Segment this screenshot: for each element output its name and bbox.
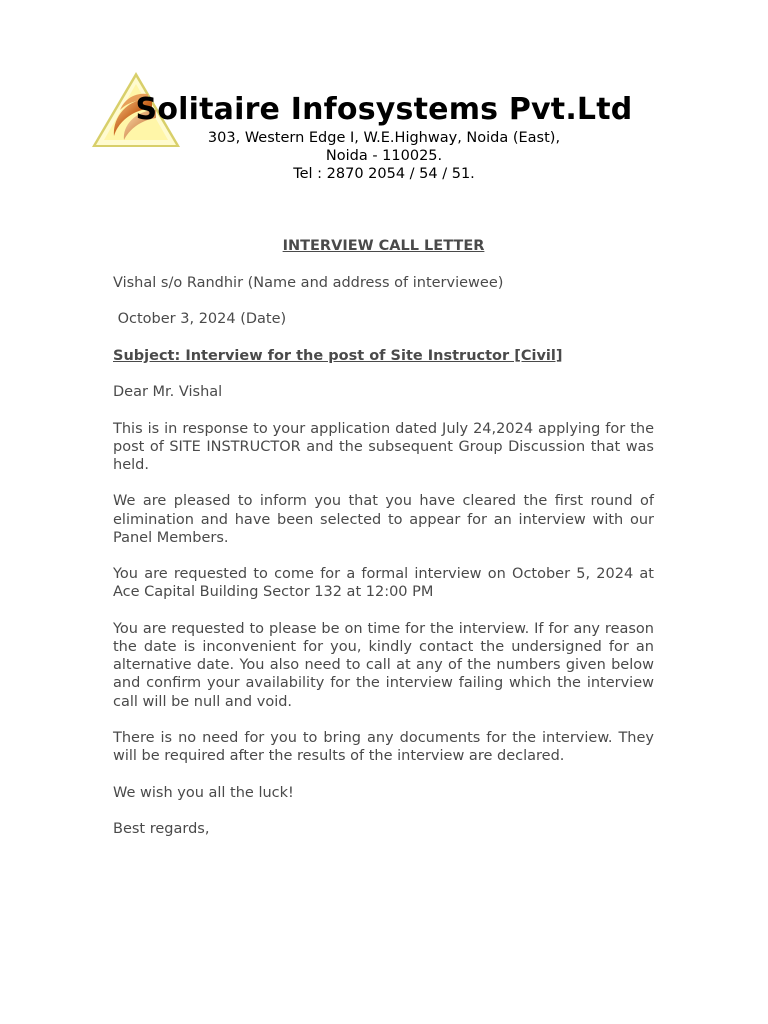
paragraph-punctuality: You are requested to please be on time for the interview. If for any reason the date is inconvenient for you, kindly contact the undersigned for an alternative date. You also need to call at any of the numbers given below and confirm your availability for the interview failing which the interview call will be null and void. bbox=[113, 620, 654, 710]
date-line: October 3, 2024 (Date) bbox=[113, 311, 287, 328]
paragraph-application: This is in response to your application dated July 24,2024 applying for the post of SITE INSTRUCTOR and the subsequent Group Discussion that was held. bbox=[113, 420, 654, 473]
letter-title: INTERVIEW CALL LETTER bbox=[282, 238, 485, 254]
address-line-2: Noida - 110025. bbox=[325, 148, 443, 164]
address-line-1: 303, Western Edge I, W.E.Highway, Noida (East), bbox=[207, 130, 561, 146]
phone-line: Tel : 2870 2054 / 54 / 51. bbox=[293, 166, 475, 182]
sign-off: Best regards, bbox=[113, 820, 210, 837]
company-name: Solitaire Infosystems Pvt.Ltd bbox=[135, 92, 633, 127]
subject-line: Subject: Interview for the post of Site Instructor [Civil] bbox=[113, 347, 563, 364]
paragraph-selection: We are pleased to inform you that you have cleared the first round of elimination and have been selected to appear for an interview with our Panel Members. bbox=[113, 493, 654, 546]
closing-wish: We wish you all the luck! bbox=[113, 784, 294, 801]
company-address bbox=[0, 129, 768, 183]
paragraph-documents: There is no need for you to bring any documents for the interview. They will be required after the results of the interview are declared. bbox=[113, 729, 654, 765]
recipient-line: Vishal s/o Randhir (Name and address of interviewee) bbox=[113, 275, 504, 291]
salutation: Dear Mr. Vishal bbox=[113, 384, 223, 401]
paragraph-interview-schedule: You are requested to come for a formal interview on October 5, 2024 at Ace Capital Building Sector 132 at 12:00 PM bbox=[113, 566, 654, 601]
letter-body bbox=[113, 236, 654, 856]
